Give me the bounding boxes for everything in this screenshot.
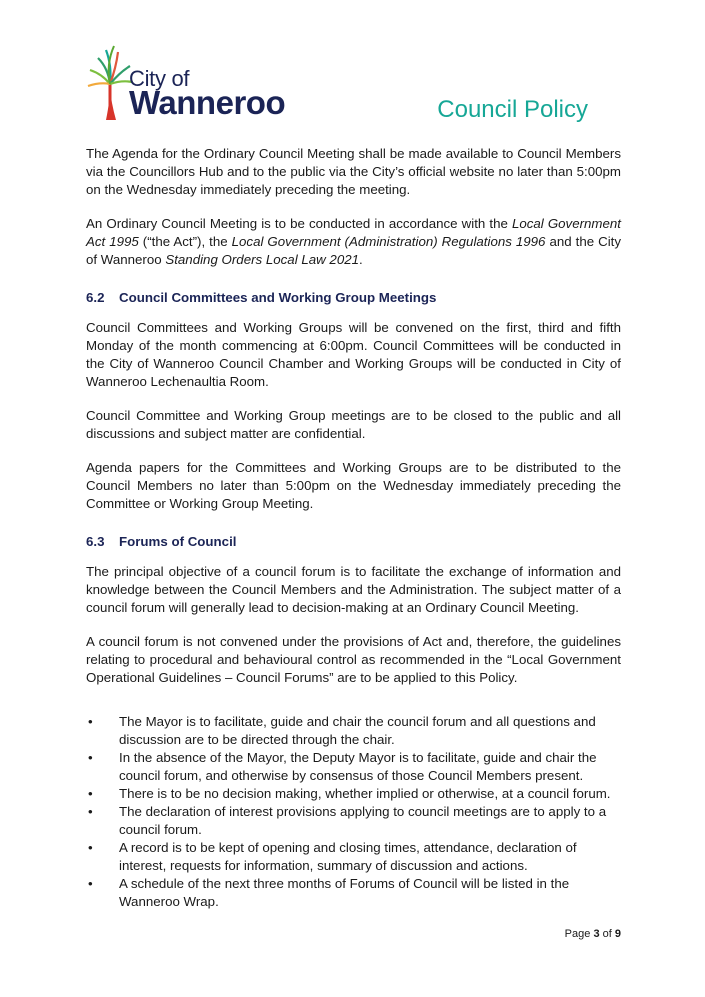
list-item: • The Mayor is to facilitate, guide and chair the council forum and all questions and discussion are to be directed through the chair.: [88, 714, 596, 747]
section-6-2-paragraph-3: Agenda papers for the Committees and Working Groups are to be distributed to the Council Members no later than 5:00pm on the Wednesday immediately preceding the Committee or Working Group Meeting.: [86, 460, 621, 511]
list-item: • There is to be no decision making, whether implied or otherwise, at a council forum.: [88, 786, 611, 801]
list-item: • A schedule of the next three months of Forums of Council will be listed in the Wanneroo Wrap.: [88, 876, 570, 909]
section-6-3-paragraph-1: The principal objective of a council forum is to facilitate the exchange of information and knowledge between the Council Members and the Administration. The subject matter of a council forum will generally lead to decision-making at an Ordinary Council Meeting.: [86, 564, 621, 615]
section-heading-6-3: 6.3 Forums of Council: [86, 534, 237, 549]
logo-text-wanneroo: Wanneroo: [129, 84, 286, 121]
intro-paragraph-2: An Ordinary Council Meeting is to be conducted in accordance with the Local Government Act 1995 (“the Act”), the Local Government (Administration) Regulations 1996 and the City of Wanneroo Standing Orders Local Law 2021.: [86, 216, 621, 267]
logo-text-city-of: City of: [129, 66, 190, 91]
page-number: Page 3 of 9: [564, 928, 621, 940]
section-6-2-paragraph-1: Council Committees and Working Groups will be convened on the first, third and fifth Monday of the month commencing at 6:00pm. Council Committees will be conducted in the City of Wanneroo Council Chamber and Working Groups will be conducted in City of Wanneroo Lechenaultia Room.: [86, 320, 621, 389]
document-body: [86, 145, 621, 911]
list-item: • In the absence of the Mayor, the Deputy Mayor is to facilitate, guide and chair the council forum, and otherwise by consensus of those Council Members present.: [88, 750, 597, 783]
document-type-title: Council Policy: [437, 96, 588, 123]
list-item: • The declaration of interest provisions applying to council meetings are to apply to a council forum.: [88, 804, 607, 837]
section-6-2-paragraph-2: Council Committee and Working Group meetings are to be closed to the public and all discussions and subject matter are confidential.: [86, 408, 621, 441]
intro-paragraph-1: The Agenda for the Ordinary Council Meeting shall be made available to Council Members via the Councillors Hub and to the public via the City’s official website no later than 5:00pm on the Wednesday immediately preceding the meeting.: [86, 146, 621, 197]
city-logo: [86, 44, 301, 124]
section-heading-6-2: 6.2 Council Committees and Working Group Meetings: [86, 290, 437, 305]
grass-tree-icon: [86, 44, 134, 122]
section-6-3-paragraph-2: A council forum is not convened under the provisions of Act and, therefore, the guidelines relating to procedural and behavioural control as recommended in the “Local Government Operational Guidelines – Council Forums” are to be applied to this Policy.: [86, 634, 621, 685]
forum-guidelines-list: [86, 713, 621, 911]
list-item: • A record is to be kept of opening and closing times, attendance, declaration of interest, requests for information, summary of discussion and actions.: [88, 840, 577, 873]
